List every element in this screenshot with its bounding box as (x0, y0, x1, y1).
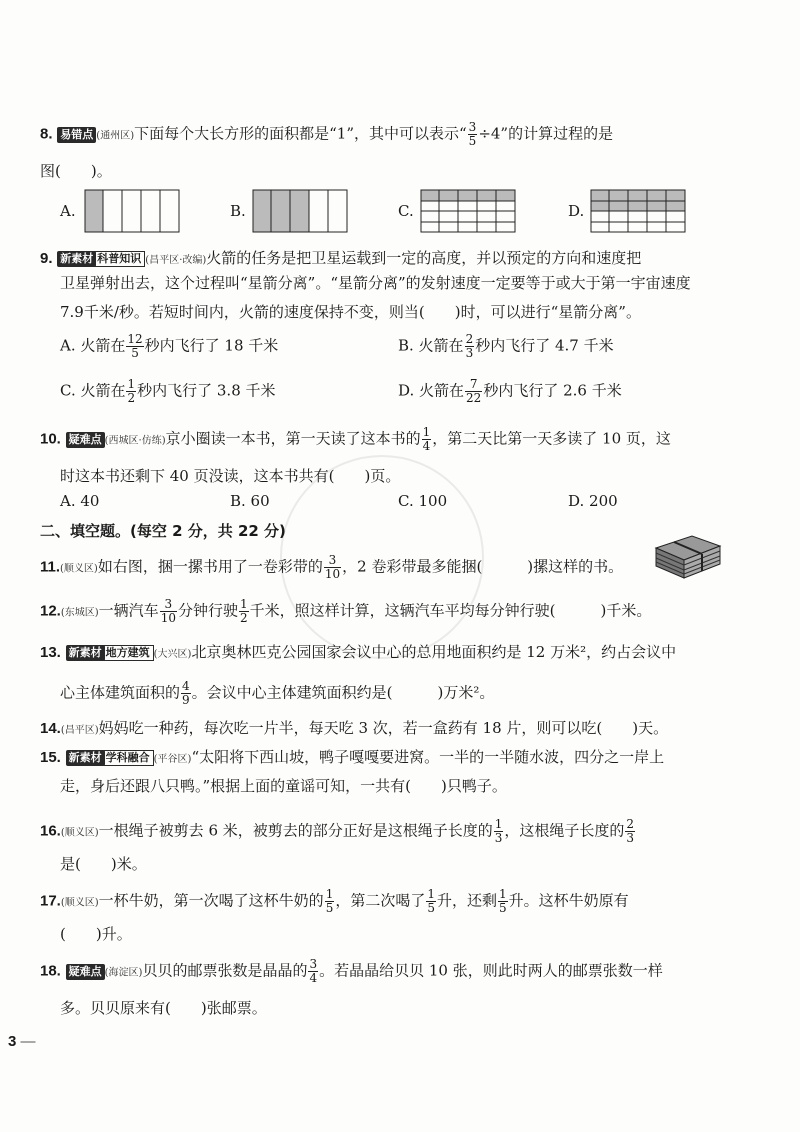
tag-badge: 易错点 (57, 127, 96, 143)
q15-line1: 15. 新素材 学科融合 (平谷区)“太阳将下西山坡，鸭子嘎嘎要进窝。一半的一半随水波，四分之一岸上 (40, 748, 665, 766)
q8-option-b: B. (230, 202, 246, 220)
q10-line2: 时这本书还剩下 40 页没读，这本书共有( )页。 (60, 467, 401, 485)
q10-option-c: C. 100 (398, 492, 448, 510)
q10-option-d: D. 200 (568, 492, 618, 510)
q8-line2 (40, 159, 112, 183)
q8-option-d: D. (568, 202, 585, 220)
tag-badge: 疑难点 (66, 964, 105, 980)
q8-option-a: A. (60, 202, 76, 220)
q9-line3: 7.9千米/秒。若短时间内，火箭的速度保持不变，则当( )时，可以进行“星箭分离”。 (60, 303, 641, 321)
q8-diagram-c (420, 189, 516, 233)
q17-line2: ( )升。 (60, 925, 132, 943)
q10-option-b: B. 60 (230, 492, 270, 510)
q18-line2: 多。贝贝原来有( )张邮票。 (60, 999, 267, 1017)
q9-option-a: A. 火箭在 $\frac{12}{5}$ 秒内飞行了 18 千米 (60, 332, 279, 360)
q8-diagram-b (252, 189, 348, 233)
tag-badge: 新素材 (66, 645, 105, 661)
q9-option-c: C. 火箭在 $\frac{1}{2}$ 秒内飞行了 3.8 千米 (60, 377, 276, 405)
question-text: 火箭的任务是把卫星运载到一定的高度，并以预定的方向和速度把 (206, 249, 642, 267)
tag-badge: 疑难点 (66, 432, 105, 448)
source-label: (西城区·仿练) (104, 435, 166, 447)
q17-line1: 17.(顺义区)一杯牛奶，第一次喝了这杯牛奶的 $\frac{1}{5}$ ，第二次喝了 $\frac{1}{5}$ 升，还剩 $\frac{1}{5}$ 升。这杯牛奶原有 (40, 887, 629, 915)
fraction: $\frac{1}{4}$ (422, 425, 431, 453)
q9-line2: 卫星弹射出去，这个过程叫“星箭分离”。“星箭分离”的发射速度一定要等于或大于第一宇宙速度 (60, 274, 691, 292)
question-number: 17. (40, 892, 61, 910)
question-number: 15. (40, 749, 61, 766)
source-label: (大兴区) (153, 649, 192, 660)
source-label: (海淀区) (104, 967, 143, 979)
q9-option-b: B. 火箭在 $\frac{2}{3}$ 秒内飞行了 4.7 千米 (398, 332, 614, 360)
question-text: ÷4”的计算过程的是 (478, 124, 614, 143)
tag-badge: 新素材 (57, 251, 96, 267)
q8-diagram-a (84, 189, 180, 233)
question-number: 8. (40, 125, 53, 143)
q9-option-d: D. 火箭在 $\frac{7}{22}$ 秒内飞行了 2.6 千米 (398, 377, 622, 405)
q8-line1 (40, 121, 613, 149)
tag-badge: 新素材 (66, 750, 105, 766)
q11-line: 11.(顺义区)如右图，捆一摞书用了一卷彩带的 $\frac{3}{10}$ ，2 卷彩带最多能捆( )摞这样的书。 (40, 553, 624, 581)
question-number: 10. (40, 430, 61, 448)
question-number: 9. (40, 250, 53, 267)
q9-line1 (40, 246, 641, 273)
source-label: (通州区) (96, 130, 135, 142)
question-number: 12. (40, 602, 61, 620)
source-label: (昌平区·改编) (145, 255, 207, 266)
q10-option-a: A. 40 (60, 492, 100, 510)
source-label: (东城区) (60, 607, 99, 619)
question-number: 16. (40, 822, 61, 840)
q12-line: 12.(东城区)一辆汽车 $\frac{3}{10}$ 分钟行驶 $\frac{1}{2}$ 千米，照这样计算，这辆汽车平均每分钟行驶( )千米。 (40, 597, 652, 625)
source-label: (昌平区) (60, 725, 99, 736)
question-number: 18. (40, 962, 61, 980)
section-heading: 二、填空题。(每空 2 分，共 22 分) (40, 522, 286, 540)
question-number: 14. (40, 720, 61, 737)
q8-option-c: C. (398, 202, 414, 220)
q18-line1: 18. 疑难点 (海淀区)贝贝的邮票张数是晶晶的 $\frac{3}{4}$ 。若晶晶给贝贝 10 张，则此时两人的邮票张数一样 (40, 957, 663, 985)
page-number: 3 — (8, 1033, 36, 1050)
tag-category: 学科融合 (102, 750, 154, 766)
book-stack-image (652, 526, 722, 582)
q16-line1: 16.(顺义区)一根绳子被剪去 6 米，被剪去的部分正好是这根绳子长度的 $\frac{1}{3}$ ，这根绳子长度的 $\frac{2}{3}$ (40, 817, 635, 845)
source-label: (顺义区) (60, 827, 99, 839)
question-text: 下面每个大长方形的面积都是“1”，其中可以表示“ (134, 124, 467, 143)
question-text: 图( )。 (40, 162, 112, 180)
fraction: $\frac{3}{5}$ (468, 120, 477, 148)
q10-line1: 10. 疑难点 (西城区·仿练)京小圈读一本书，第一天读了这本书的 $\frac{1}{4}$ ，第二天比第一天多读了 10 页，这 (40, 425, 671, 453)
q13-line2: 心主体建筑面积的 $\frac{4}{9}$ 。会议中心主体建筑面积约是( )万米²。 (60, 679, 495, 707)
q8-diagram-d (590, 189, 686, 233)
question-number: 11. (40, 558, 61, 576)
q16-line2: 是( )米。 (60, 855, 147, 873)
q14-line: 14.(昌平区)妈妈吃一种药，每次吃一片半，每天吃 3 次，若一盒药有 18 片，则可以吃( )天。 (40, 719, 669, 737)
q13-line1: 13. 新素材 地方建筑 (大兴区)北京奥林匹克公园国家会议中心的总用地面积约是 12 万米²，约占会议中 (40, 643, 677, 661)
source-label: (顺义区) (60, 897, 99, 909)
source-label: (平谷区) (153, 754, 192, 765)
source-label: (顺义区) (60, 563, 98, 575)
tag-category: 地方建筑 (102, 645, 154, 661)
tag-category: 科普知识 (93, 251, 145, 267)
q15-line2: 走，身后还跟八只鸭。”根据上面的童谣可知，一共有( )只鸭子。 (60, 777, 507, 795)
question-number: 13. (40, 644, 61, 661)
